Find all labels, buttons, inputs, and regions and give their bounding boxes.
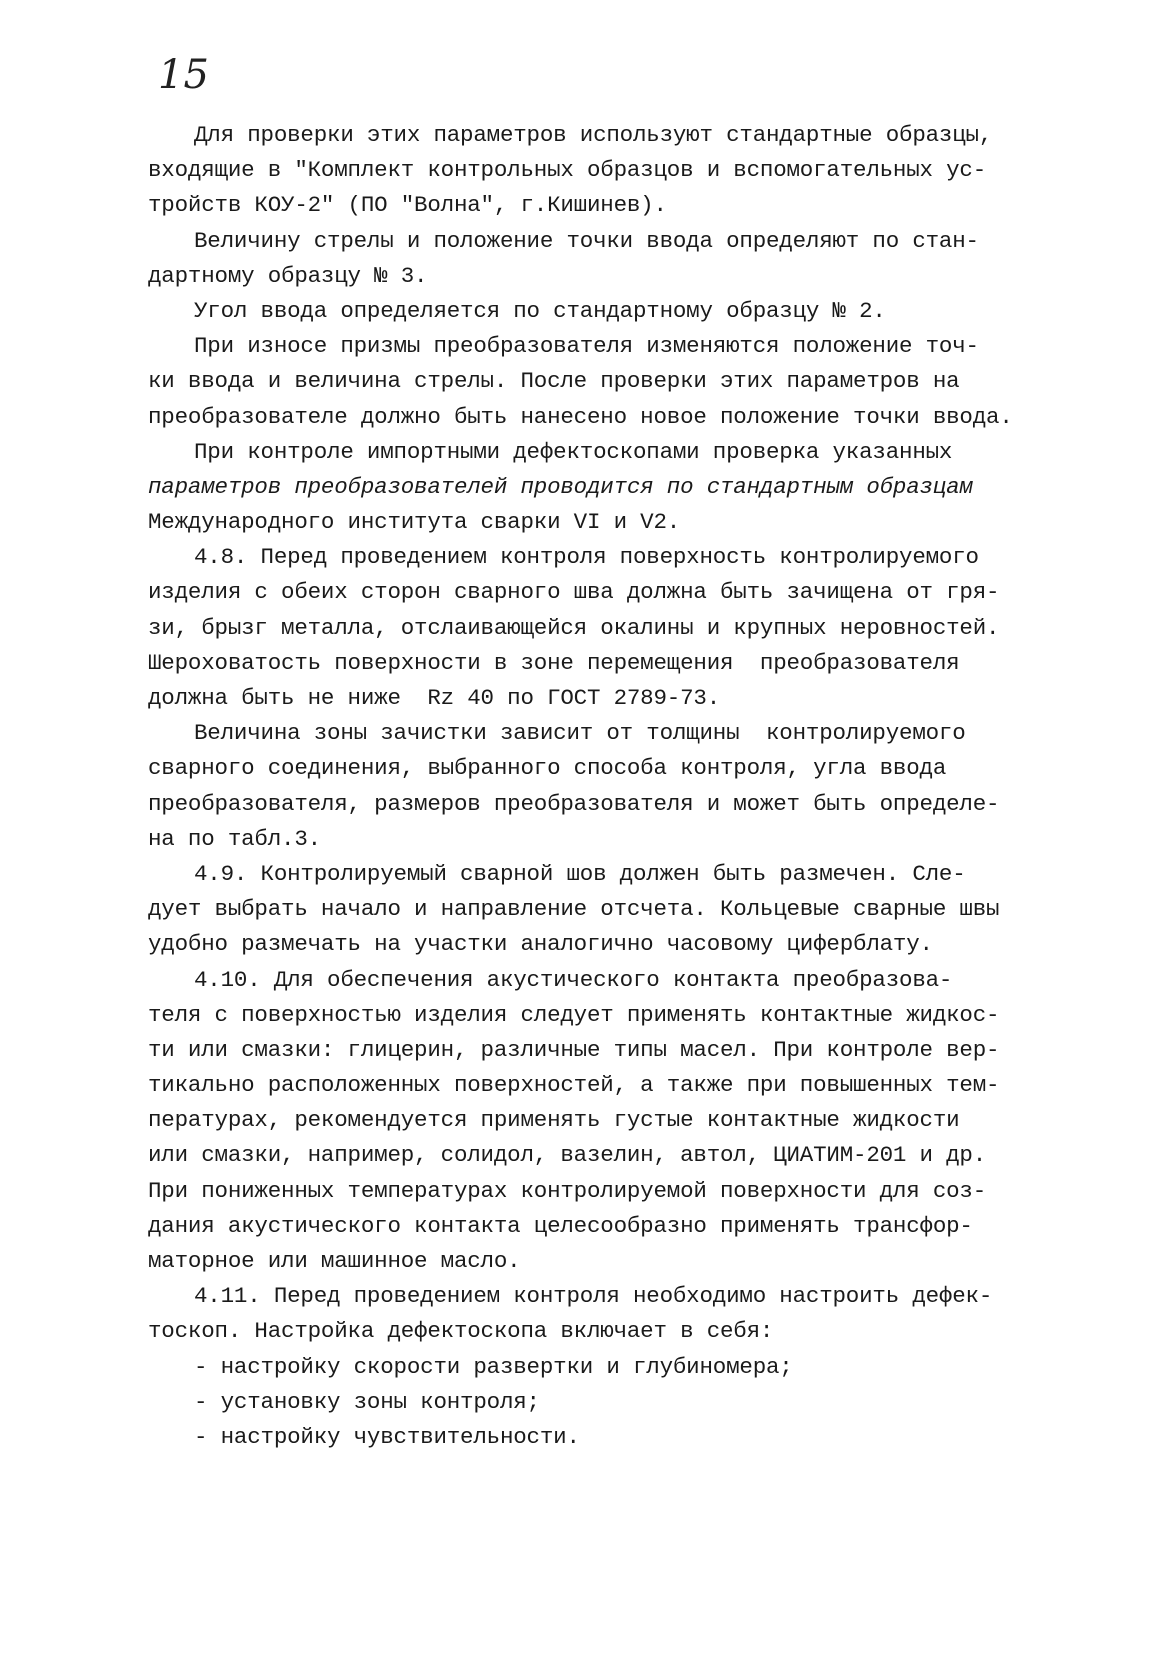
text-line: дания акустического контакта целесообразно применять трансфор-: [148, 1212, 973, 1239]
text-line: должна быть не ниже Rz 40 по ГОСТ 2789-73.: [148, 685, 720, 711]
text-line: изделия с обеих сторон сварного шва должна быть зачищена от гря-: [148, 579, 1000, 606]
text-line: ки ввода и величина стрелы. После проверки этих параметров на: [148, 368, 960, 395]
text-line: преобразователя, размеров преобразователя и может быть определе-: [148, 790, 1000, 817]
text-line: ти или смазки: глицерин, различные типы масел. При контроле вер-: [148, 1036, 1000, 1063]
text-line: дартному образцу № 3.: [148, 262, 428, 289]
text-line: При износе призмы преобразователя изменяются положение точ-: [194, 333, 979, 360]
text-line: тройств КОУ-2" (ПО "Волна", г.Кишинев).: [148, 192, 667, 219]
text-line: дует выбрать начало и направление отсчета. Кольцевые сварные швы: [148, 896, 1000, 923]
text-line: При контроле импортными дефектоскопами проверка указанных: [194, 438, 953, 465]
text-line: тикально расположенных поверхностей, а также при повышенных тем-: [148, 1072, 1000, 1099]
text-line: зи, брызг металла, отслаивающейся окалины и крупных неровностей.: [148, 614, 1000, 641]
text-line: параметров преобразователей проводится по стандартным образцам: [148, 473, 973, 500]
text-line: Шероховатость поверхности в зоне перемещения преобразователя: [148, 649, 960, 676]
text-line: входящие в "Комплект контрольных образцов и вспомогательных ус-: [148, 157, 987, 184]
text-line: маторное или машинное масло.: [148, 1248, 521, 1274]
text-line: 4.11. Перед проведением контроля необходимо настроить дефек-: [194, 1283, 993, 1310]
text-line: При пониженных температурах контролируемой поверхности для соз-: [148, 1177, 987, 1204]
text-line: 4.9. Контролируемый сварной шов должен быть размечен. Сле-: [194, 860, 966, 887]
text-line: - настройку чувствительности.: [194, 1423, 580, 1450]
text-line: Величина зоны зачистки зависит от толщины контролируемого: [194, 720, 966, 747]
text-line: Угол ввода определяется по стандартному образцу № 2.: [194, 297, 886, 324]
text-line: удобно размечать на участки аналогично часовому циферблату.: [148, 931, 933, 958]
text-line: - настройку скорости развертки и глубиномера;: [194, 1353, 793, 1380]
text-line: Международного института сварки VI и V2.: [148, 509, 681, 536]
text-line: теля с поверхностью изделия следует применять контактные жидкос-: [148, 1001, 1000, 1028]
page-number: 15: [158, 52, 209, 98]
text-line: Для проверки этих параметров используют стандартные образцы,: [194, 122, 993, 148]
text-line: пературах, рекомендуется применять густые контактные жидкости: [148, 1107, 960, 1134]
text-line: сварного соединения, выбранного способа контроля, угла ввода: [148, 755, 947, 782]
text-line: на по табл.3.: [148, 825, 321, 852]
text-line: Величину стрелы и положение точки ввода определяют по стан-: [194, 227, 979, 254]
body-text: [148, 118, 1068, 1455]
text-line: 4.8. Перед проведением контроля поверхность контролируемого: [194, 544, 979, 571]
text-line: 4.10. Для обеспечения акустического контакта преобразова-: [194, 966, 953, 993]
text-line: тоскоп. Настройка дефектоскопа включает в себя:: [148, 1318, 774, 1345]
text-line: или смазки, например, солидол, вазелин, автол, ЦИАТИМ-201 и др.: [148, 1142, 987, 1169]
text-line: - установку зоны контроля;: [194, 1388, 540, 1415]
text-line: преобразователе должно быть нанесено новое положение точки ввода.: [148, 403, 1013, 430]
